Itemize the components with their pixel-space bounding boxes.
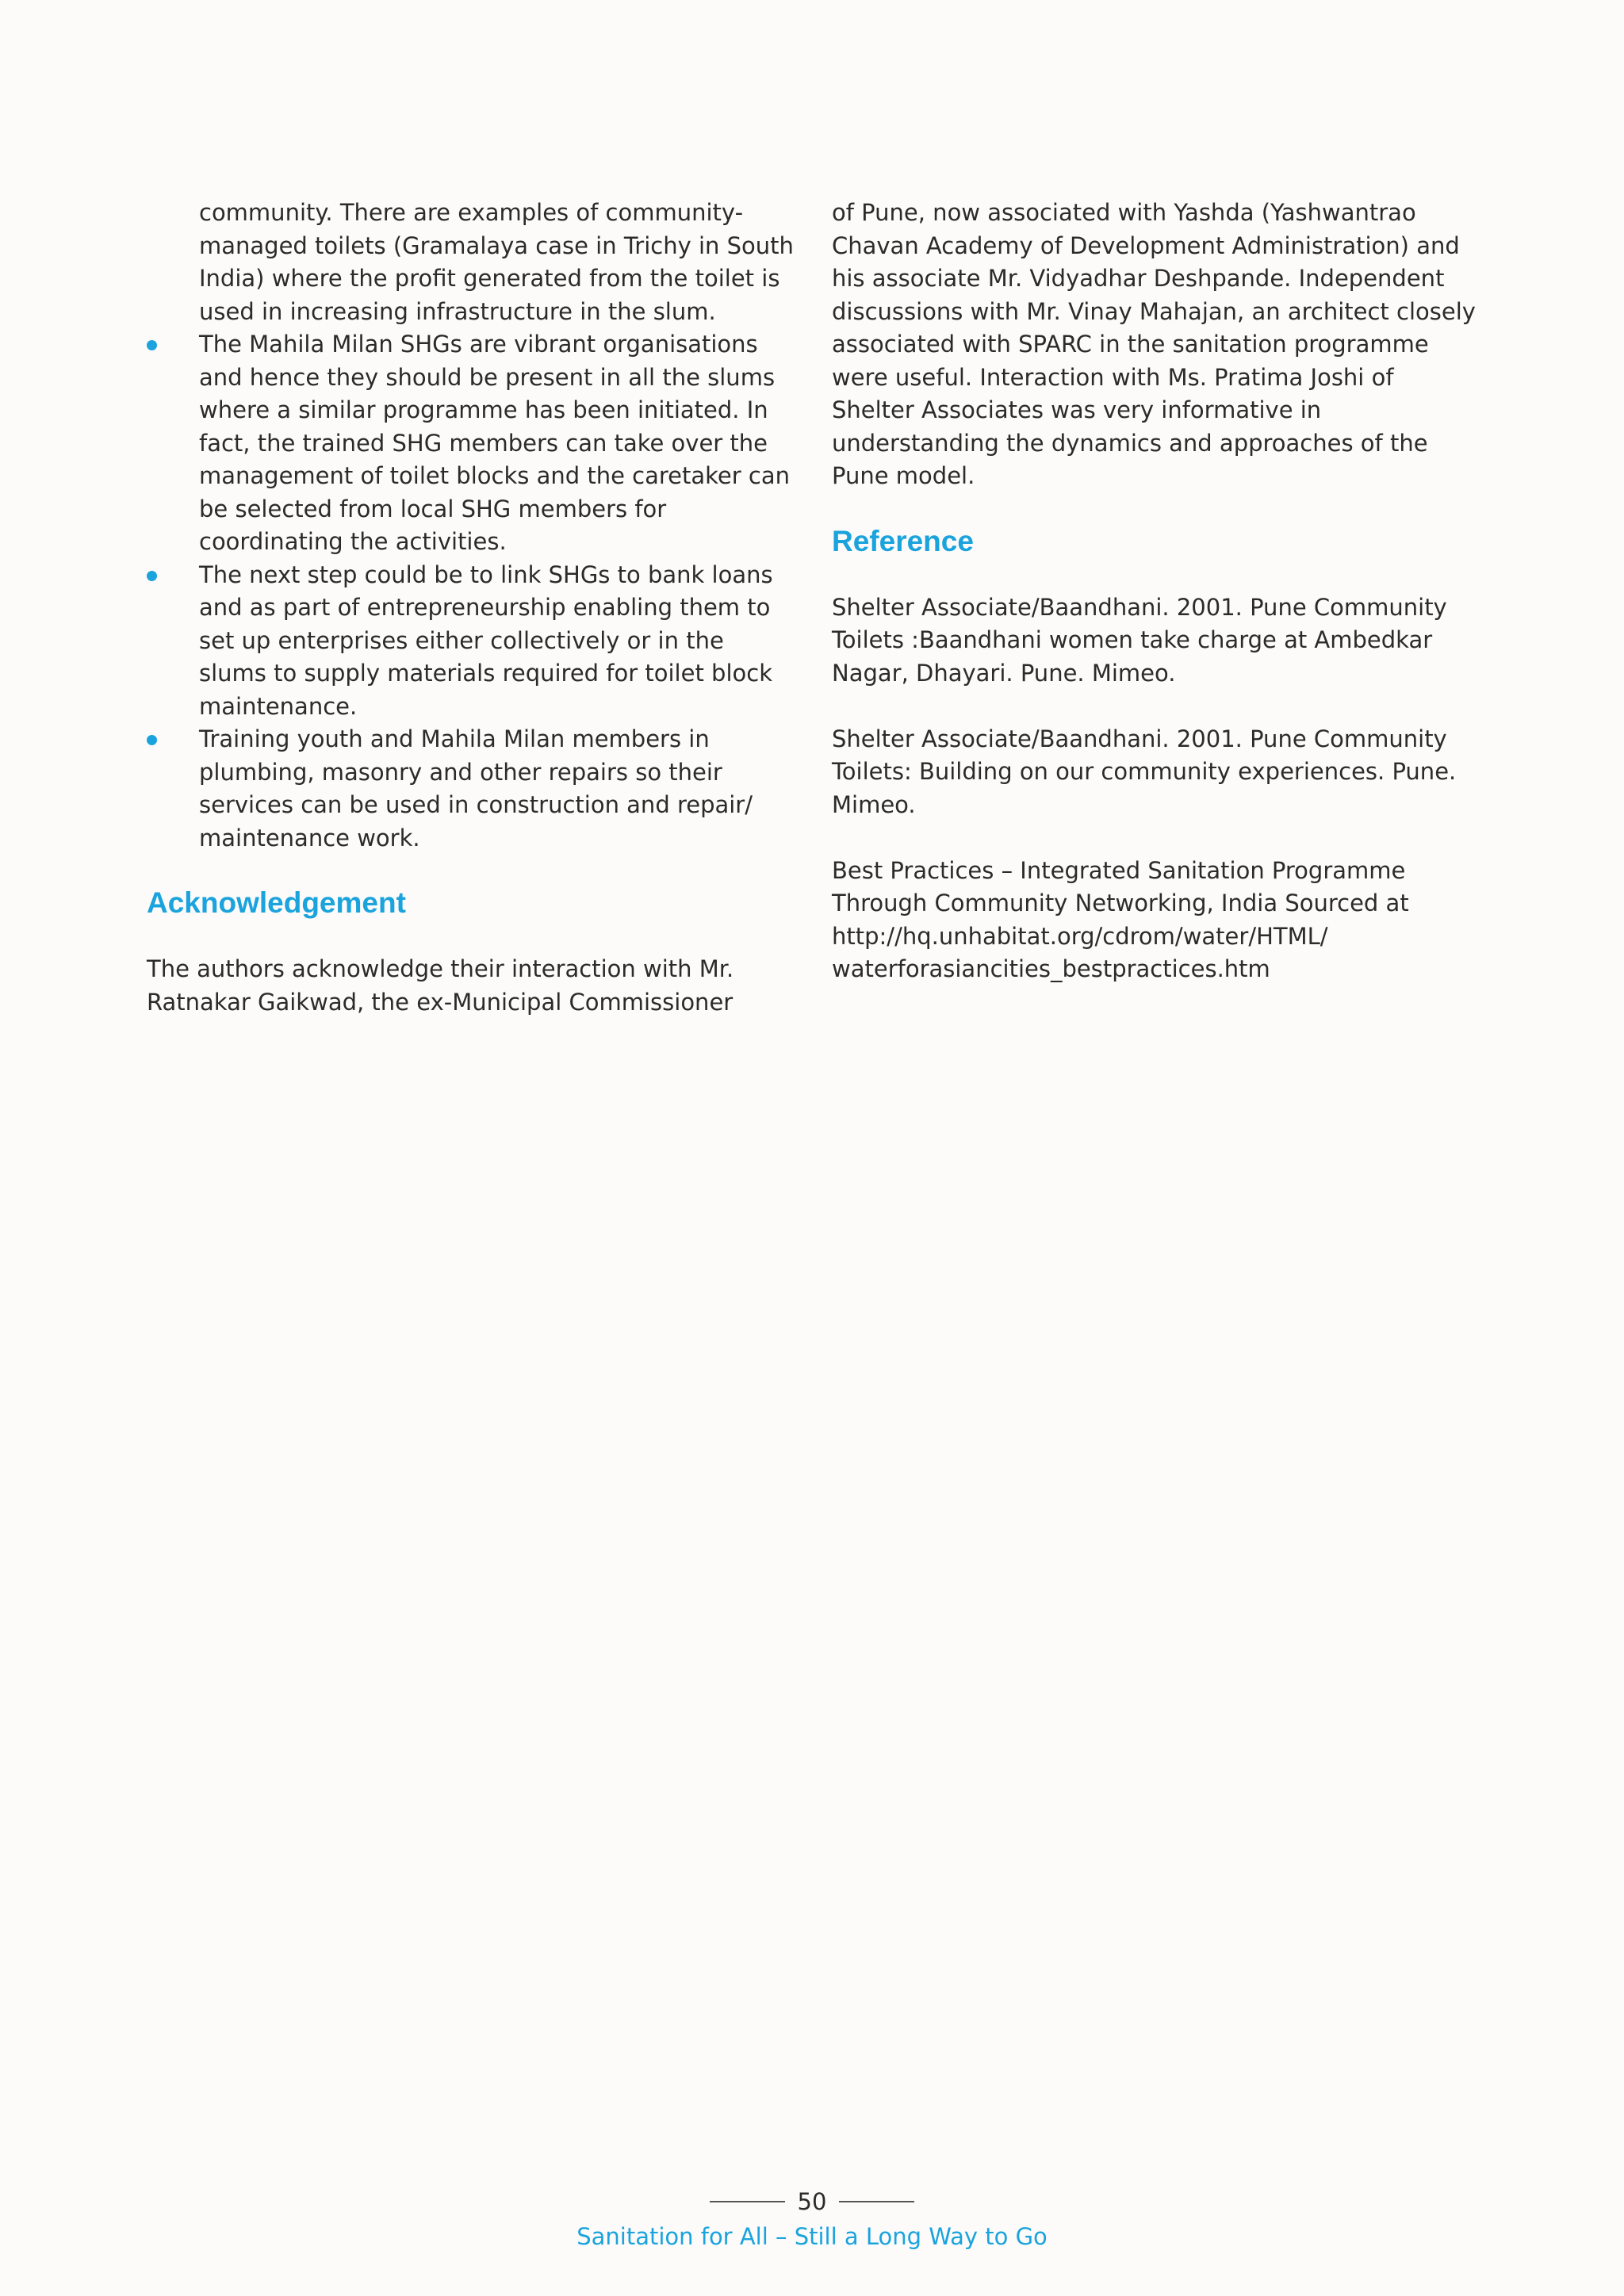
reference-entry: Shelter Associate/Baandhani. 2001. Pune Community Toilets :Baandhani women take charge at Ambedkar Nagar, Dhayari. Pune. Mimeo.	[832, 593, 1447, 687]
footer-rule-left	[710, 2201, 785, 2202]
list-item	[147, 723, 797, 855]
bullet-icon	[147, 571, 157, 581]
list-item	[147, 328, 797, 559]
page-number: 50	[797, 2188, 827, 2215]
page-footer	[0, 2186, 1624, 2252]
page-number-row	[0, 2186, 1624, 2218]
list-item-text: The Mahila Milan SHGs are vibrant organisations and hence they should be present in all the slums where a similar programme has been initiated. In fact, the trained SHG members can take over the management of toilet blocks and the caretaker can be selected from local SHG members for coordinating the activities.	[199, 331, 790, 555]
acknowledgement-heading: Acknowledgement	[147, 886, 406, 919]
list-item-text: Training youth and Mahila Milan members in plumbing, masonry and other repairs so their services can be used in construction and repair/ maintenance work.	[199, 725, 753, 851]
reference-heading: Reference	[832, 524, 974, 557]
acknowledgement-paragraph: The authors acknowledge their interaction with Mr. Ratnakar Gaikwad, the ex-Municipal Commissioner	[147, 955, 734, 1016]
bullet-icon	[147, 340, 157, 350]
list-item	[147, 559, 797, 724]
bullet-icon	[147, 735, 157, 745]
intro-continuation-paragraph: community. There are examples of community-managed toilets (Gramalaya case in Trichy in South India) where the profit generated from the toilet is used in increasing infrastructure in the slum.	[199, 199, 794, 325]
recommendations-list	[147, 328, 797, 855]
right-column	[832, 197, 1482, 986]
reference-entry: Shelter Associate/Baandhani. 2001. Pune Community Toilets: Building on our community experiences. Pune. Mimeo.	[832, 725, 1457, 818]
acknowledgement-paragraph-continued: of Pune, now associated with Yashda (Yashwantrao Chavan Academy of Development Administration) and his associate Mr. Vidyadhar Deshpande. Independent discussions with Mr. Vinay Mahajan, an architect closely associated with SPARC in the sanitation programme were useful. Interaction with Ms. Pratima Joshi of Shelter Associates was very informative in understanding the dynamics and approaches of the Pune model.	[832, 199, 1476, 489]
left-column	[147, 197, 797, 1019]
list-item-text: The next step could be to link SHGs to bank loans and as part of entrepreneurship enabling them to set up enterprises either collectively or in the slums to supply materials required for toilet block maintenance.	[199, 561, 773, 720]
footer-title: Sanitation for All – Still a Long Way to Go	[576, 2223, 1048, 2250]
reference-entry: Best Practices – Integrated Sanitation Programme Through Community Networking, India Sourced at http://hq.unhabitat.org/cdrom/water/HTML/ waterforasiancities_bestpractices.htm	[832, 856, 1409, 982]
footer-rule-right	[839, 2201, 914, 2202]
